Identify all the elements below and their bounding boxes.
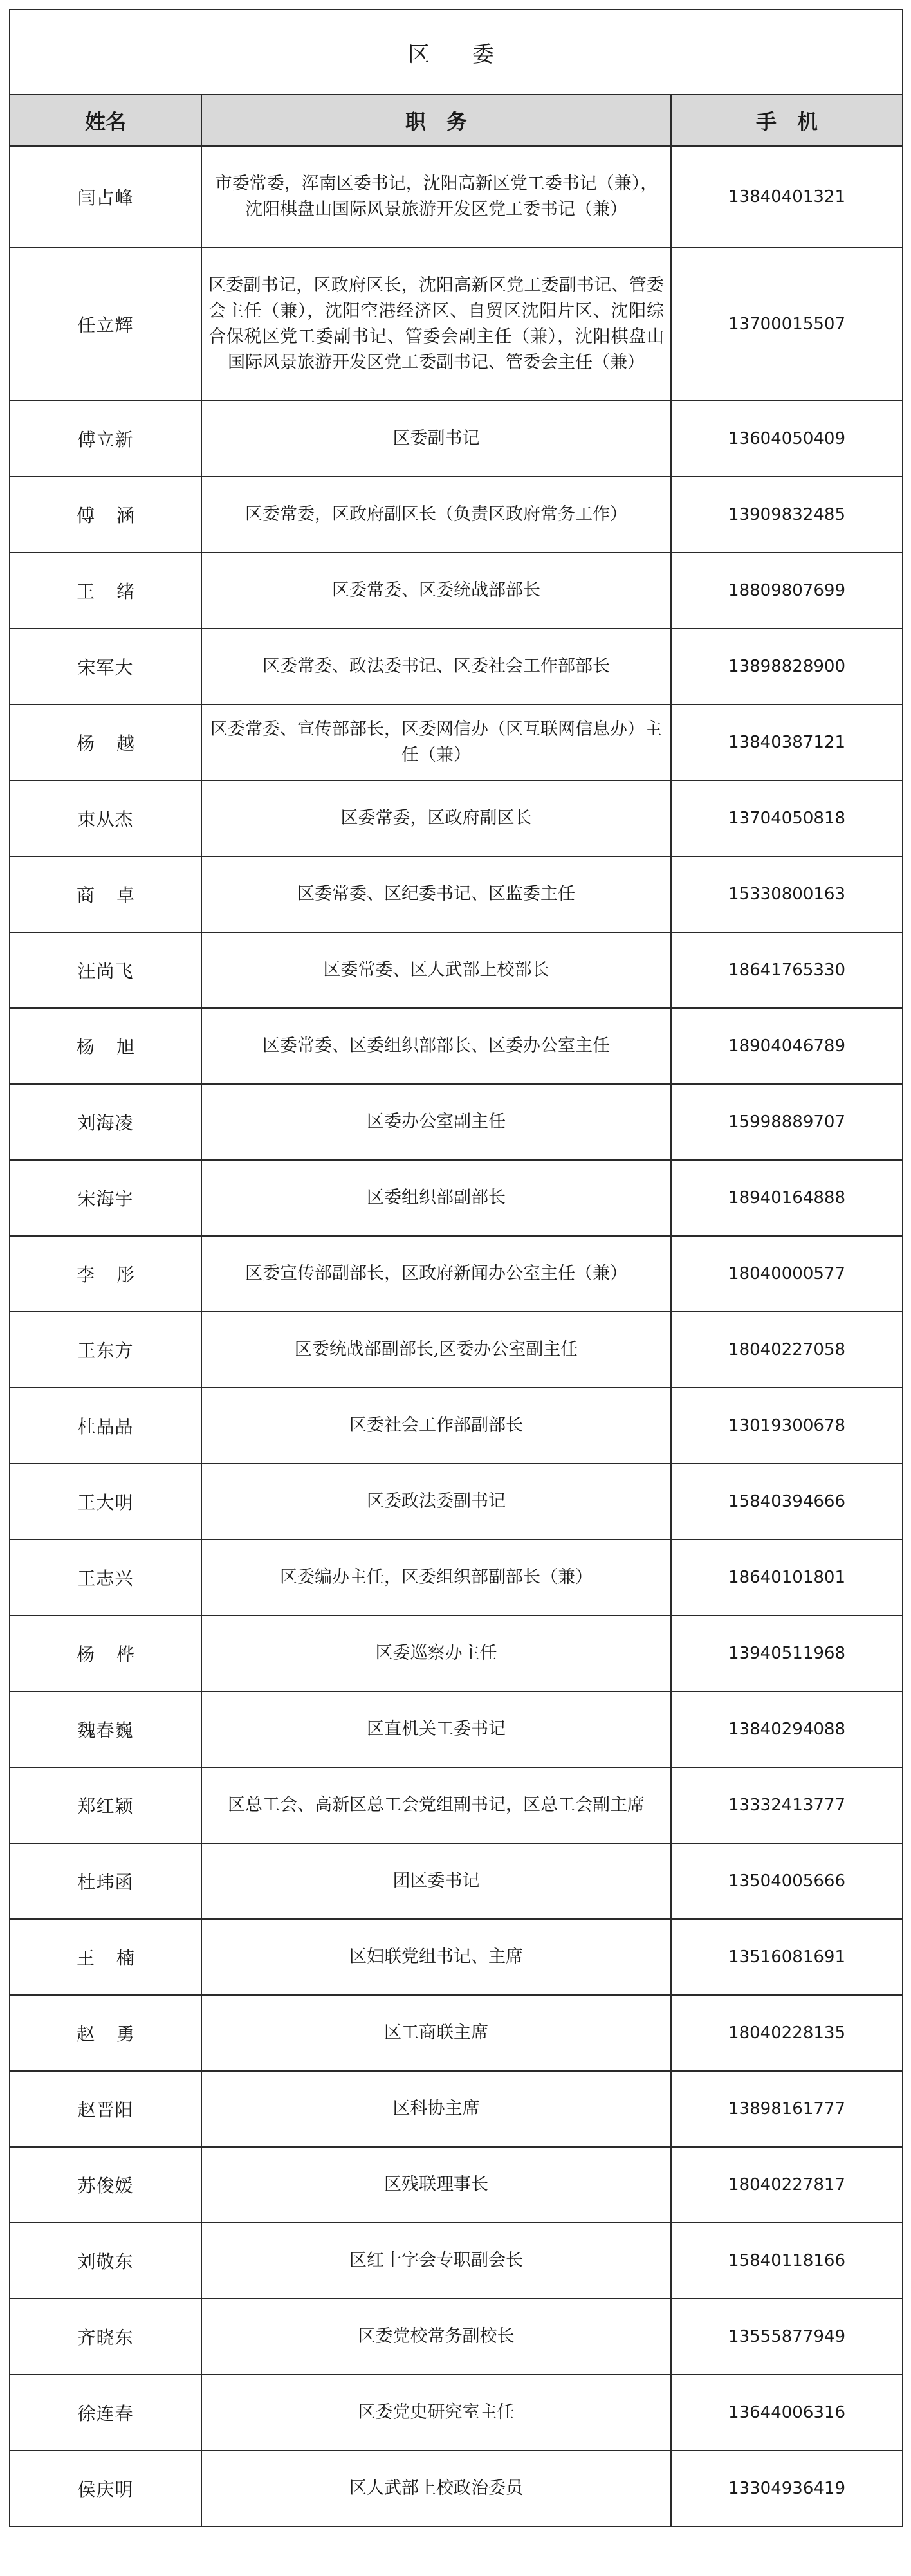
cell-position: 区直机关工委书记 [201, 1691, 671, 1767]
cell-phone: 15840118166 [671, 2223, 903, 2299]
table-row [10, 1312, 903, 1388]
cell-phone: 18040227058 [671, 1312, 903, 1388]
table-title: 区 委 [10, 10, 903, 95]
header-phone: 手 机 [671, 95, 903, 146]
cell-position: 区委党史研究室主任 [201, 2375, 671, 2451]
cell-position: 区科协主席 [201, 2071, 671, 2147]
roster-rows [10, 146, 903, 2526]
table-row [10, 2147, 903, 2223]
cell-phone: 13898828900 [671, 629, 903, 704]
cell-name: 杨越 [10, 704, 201, 780]
cell-position: 区委政法委副书记 [201, 1464, 671, 1540]
cell-name: 李彤 [10, 1236, 201, 1312]
cell-name: 赵勇 [10, 1995, 201, 2071]
cell-name: 王东方 [10, 1312, 201, 1388]
cell-position: 市委常委，浑南区委书记，沈阳高新区党工委书记（兼），沈阳棋盘山国际风景旅游开发区党工委书记（兼） [201, 146, 671, 248]
cell-name: 宋海宇 [10, 1160, 201, 1236]
cell-position: 区委常委，区政府副区长（负责区政府常务工作） [201, 477, 671, 553]
cell-phone: 18640101801 [671, 1540, 903, 1615]
cell-position: 区残联理事长 [201, 2147, 671, 2223]
cell-position: 区委常委、政法委书记、区委社会工作部部长 [201, 629, 671, 704]
cell-phone: 13504005666 [671, 1843, 903, 1919]
table-row [10, 1540, 903, 1615]
table-row [10, 1615, 903, 1691]
cell-name: 杜晶晶 [10, 1388, 201, 1464]
cell-phone: 18040227817 [671, 2147, 903, 2223]
table-row [10, 1691, 903, 1767]
cell-phone: 13840294088 [671, 1691, 903, 1767]
cell-position: 区红十字会专职副会长 [201, 2223, 671, 2299]
cell-phone: 13304936419 [671, 2451, 903, 2526]
table-row [10, 1464, 903, 1540]
cell-position: 区委巡察办主任 [201, 1615, 671, 1691]
table-row [10, 1008, 903, 1084]
table-row [10, 704, 903, 780]
cell-name: 王绪 [10, 553, 201, 629]
cell-name: 郑红颖 [10, 1767, 201, 1843]
table-row [10, 932, 903, 1008]
cell-phone: 18809807699 [671, 553, 903, 629]
cell-phone: 18040000577 [671, 1236, 903, 1312]
cell-phone: 13516081691 [671, 1919, 903, 1995]
cell-name: 傅涵 [10, 477, 201, 553]
cell-phone: 15330800163 [671, 856, 903, 932]
table-row [10, 629, 903, 704]
cell-name: 刘海凌 [10, 1084, 201, 1160]
cell-name: 王志兴 [10, 1540, 201, 1615]
table-row [10, 1995, 903, 2071]
cell-name: 侯庆明 [10, 2451, 201, 2526]
cell-position: 区人武部上校政治委员 [201, 2451, 671, 2526]
cell-position: 区委统战部副部长,区委办公室副主任 [201, 1312, 671, 1388]
table-row [10, 477, 903, 553]
cell-name: 徐连春 [10, 2375, 201, 2451]
cell-phone: 13644006316 [671, 2375, 903, 2451]
cell-position: 区妇联党组书记、主席 [201, 1919, 671, 1995]
cell-position: 团区委书记 [201, 1843, 671, 1919]
cell-position: 区委编办主任，区委组织部副部长（兼） [201, 1540, 671, 1615]
table-row [10, 553, 903, 629]
table-row [10, 780, 903, 856]
table-row [10, 1084, 903, 1160]
cell-name: 汪尚飞 [10, 932, 201, 1008]
cell-position: 区委常委、区委组织部部长、区委办公室主任 [201, 1008, 671, 1084]
cell-position: 区委副书记 [201, 401, 671, 477]
table-row [10, 401, 903, 477]
cell-position: 区总工会、高新区总工会党组副书记，区总工会副主席 [201, 1767, 671, 1843]
roster-table [9, 9, 903, 2527]
table-row [10, 2299, 903, 2375]
cell-name: 赵晋阳 [10, 2071, 201, 2147]
cell-phone: 13840401321 [671, 146, 903, 248]
cell-phone: 18904046789 [671, 1008, 903, 1084]
cell-phone: 13704050818 [671, 780, 903, 856]
roster-document [9, 9, 902, 2527]
cell-name: 王楠 [10, 1919, 201, 1995]
cell-name: 束从杰 [10, 780, 201, 856]
cell-position: 区委常委、区人武部上校部长 [201, 932, 671, 1008]
table-row [10, 2223, 903, 2299]
cell-name: 宋军大 [10, 629, 201, 704]
cell-name: 闫占峰 [10, 146, 201, 248]
cell-phone: 13555877949 [671, 2299, 903, 2375]
table-row [10, 1236, 903, 1312]
table-row [10, 1160, 903, 1236]
cell-position: 区委办公室副主任 [201, 1084, 671, 1160]
cell-phone: 15998889707 [671, 1084, 903, 1160]
cell-name: 商卓 [10, 856, 201, 932]
cell-name: 王大明 [10, 1464, 201, 1540]
cell-name: 任立辉 [10, 248, 201, 401]
cell-phone: 18040228135 [671, 1995, 903, 2071]
cell-name: 杜玮函 [10, 1843, 201, 1919]
table-row [10, 2375, 903, 2451]
header-position: 职 务 [201, 95, 671, 146]
table-row [10, 1919, 903, 1995]
cell-name: 魏春巍 [10, 1691, 201, 1767]
table-row [10, 1843, 903, 1919]
cell-position: 区委常委、宣传部部长，区委网信办（区互联网信息办）主任（兼） [201, 704, 671, 780]
cell-position: 区委常委、区委统战部部长 [201, 553, 671, 629]
cell-phone: 15840394666 [671, 1464, 903, 1540]
cell-phone: 13940511968 [671, 1615, 903, 1691]
table-row [10, 1388, 903, 1464]
cell-position: 区委组织部副部长 [201, 1160, 671, 1236]
cell-position: 区委常委，区政府副区长 [201, 780, 671, 856]
table-row [10, 856, 903, 932]
header-name: 姓名 [10, 95, 201, 146]
cell-phone: 13909832485 [671, 477, 903, 553]
cell-phone: 13332413777 [671, 1767, 903, 1843]
cell-position: 区委党校常务副校长 [201, 2299, 671, 2375]
cell-name: 杨桦 [10, 1615, 201, 1691]
cell-position: 区工商联主席 [201, 1995, 671, 2071]
cell-name: 傅立新 [10, 401, 201, 477]
table-row [10, 2451, 903, 2526]
cell-position: 区委宣传部副部长，区政府新闻办公室主任（兼） [201, 1236, 671, 1312]
cell-name: 齐晓东 [10, 2299, 201, 2375]
cell-phone: 13604050409 [671, 401, 903, 477]
table-row [10, 1767, 903, 1843]
cell-position: 区委副书记，区政府区长，沈阳高新区党工委副书记、管委会主任（兼），沈阳空港经济区、自贸区沈阳片区、沈阳综合保税区党工委副书记、管委会副主任（兼），沈阳棋盘山国际风景旅游开发区党工委副书记、管委会主任（兼） [201, 248, 671, 401]
cell-position: 区委常委、区纪委书记、区监委主任 [201, 856, 671, 932]
cell-phone: 18940164888 [671, 1160, 903, 1236]
cell-phone: 13700015507 [671, 248, 903, 401]
table-row [10, 146, 903, 248]
cell-phone: 13019300678 [671, 1388, 903, 1464]
cell-name: 杨旭 [10, 1008, 201, 1084]
cell-phone: 13898161777 [671, 2071, 903, 2147]
cell-phone: 18641765330 [671, 932, 903, 1008]
table-row [10, 248, 903, 401]
cell-name: 苏俊媛 [10, 2147, 201, 2223]
cell-name: 刘敬东 [10, 2223, 201, 2299]
table-row [10, 2071, 903, 2147]
cell-phone: 13840387121 [671, 704, 903, 780]
cell-position: 区委社会工作部副部长 [201, 1388, 671, 1464]
